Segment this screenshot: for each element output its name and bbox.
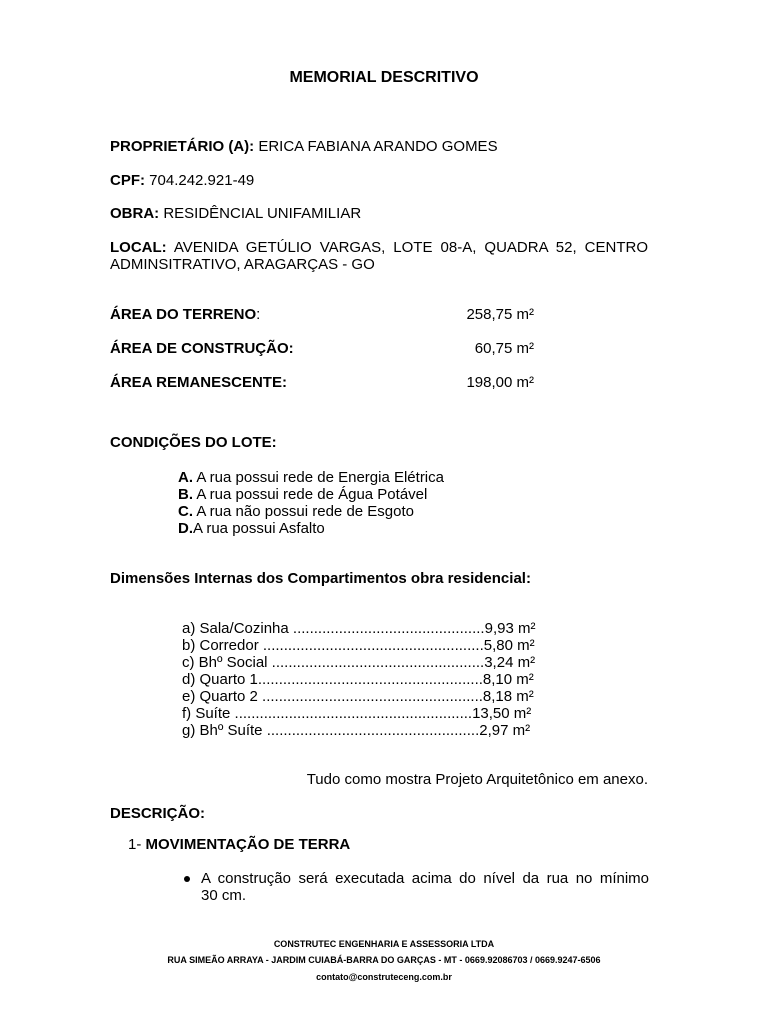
area-construcao-value: 60,75 m²	[474, 340, 534, 357]
cpf-label: CPF:	[110, 172, 145, 189]
section-title: MOVIMENTAÇÃO DE TERRA	[141, 836, 351, 853]
obra-label: OBRA:	[110, 205, 160, 222]
section-1-heading	[128, 836, 350, 853]
room-dimension-row: f) Suíte .........................................................13,50 m²	[182, 705, 532, 722]
local-line-1	[110, 239, 648, 256]
owner-line	[110, 138, 498, 155]
bullet-dot-icon	[184, 876, 190, 882]
room-dimension-row: a) Sala/Cozinha ..............................................9,93 m²	[182, 620, 536, 637]
footer-address: RUA SIMEÃO ARRAYA - JARDIM CUIABÁ-BARRA DO GARÇAS - MT - 0669.92086703 / 0669.9247-6506	[167, 955, 601, 965]
footer-company: CONSTRUTEC ENGENHARIA E ASSESSORIA LTDA	[273, 939, 495, 949]
lot-condition-text: A rua possui rede de Água Potável	[193, 486, 428, 503]
document-title: MEMORIAL DESCRITIVO	[289, 69, 479, 86]
room-dimension-row: b) Corredor .....................................................5,80 m²	[182, 637, 535, 654]
obra-value: RESIDÊNCIAL UNIFAMILIAR	[159, 205, 362, 222]
room-dimension-row: d) Quarto 1......................................................8,10 m²	[182, 671, 534, 688]
area-construcao-label-text: ÁREA DE CONSTRUÇÃO:	[110, 340, 294, 357]
lot-condition-letter: B.	[178, 486, 193, 503]
lot-condition-letter: C.	[178, 503, 193, 520]
lot-condition-item	[178, 520, 325, 537]
area-terreno-label	[110, 306, 260, 323]
room-dimension-row: g) Bhº Suíte ...................................................2,97 m²	[182, 722, 531, 739]
bullet-text-line-1: A construção será executada acima do nível da rua no mínimo	[201, 870, 649, 887]
cpf-line	[110, 172, 254, 189]
cpf-value: 704.242.921-49	[145, 172, 255, 189]
lot-condition-text: A rua não possui rede de Esgoto	[193, 503, 414, 520]
area-remanescente-label-text: ÁREA REMANESCENTE:	[110, 374, 287, 391]
area-terreno-value: 258,75 m²	[466, 306, 534, 323]
room-dimension-row: c) Bhº Social ...................................................3,24 m²	[182, 654, 536, 671]
lot-condition-letter: A.	[178, 469, 193, 486]
lot-condition-text: A rua possui Asfalto	[193, 520, 325, 537]
project-note: Tudo como mostra Projeto Arquitetônico em anexo.	[306, 771, 648, 788]
description-heading: DESCRIÇÃO:	[110, 805, 206, 822]
area-terreno-label-text: ÁREA DO TERRENO	[110, 306, 257, 323]
area-terreno-suffix: :	[256, 306, 261, 323]
area-remanescente-value: 198,00 m²	[466, 374, 534, 391]
owner-label: PROPRIETÁRIO (A):	[110, 138, 255, 155]
local-label: LOCAL:	[110, 239, 167, 256]
lot-condition-item	[178, 503, 414, 520]
local-value-line1: AVENIDA GETÚLIO VARGAS, LOTE 08-A, QUADRA 52, CENTRO	[166, 239, 648, 256]
section-number: 1-	[128, 836, 142, 853]
lot-condition-text: A rua possui rede de Energia Elétrica	[193, 469, 444, 486]
dimensions-heading: Dimensões Internas dos Compartimentos obra residencial:	[110, 570, 531, 587]
local-line-2: ADMINSITRATIVO, ARAGARÇAS - GO	[110, 256, 375, 273]
owner-value: ERICA FABIANA ARANDO GOMES	[254, 138, 498, 155]
obra-line	[110, 205, 361, 222]
lot-condition-item	[178, 469, 444, 486]
lot-conditions-heading: CONDIÇÕES DO LOTE:	[110, 434, 277, 451]
room-dimension-row: e) Quarto 2 .....................................................8,18 m²	[182, 688, 534, 705]
bullet-text-line-2: 30 cm.	[201, 887, 247, 904]
area-remanescente-label	[110, 374, 287, 391]
lot-condition-letter: D.	[178, 520, 193, 537]
lot-condition-item	[178, 486, 427, 503]
area-construcao-label	[110, 340, 294, 357]
footer-email: contato@construteceng.com.br	[316, 972, 452, 982]
